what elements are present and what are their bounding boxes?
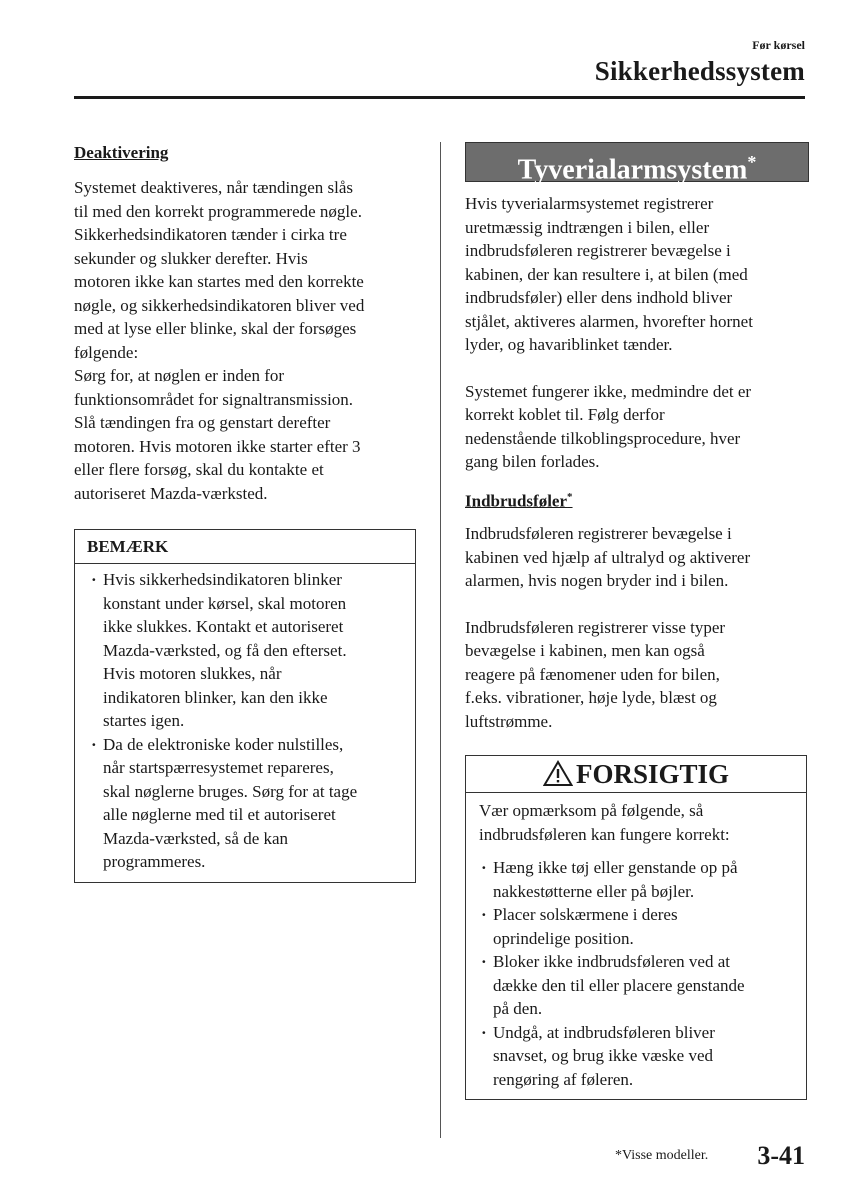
note-list [89,568,405,874]
text-line: f.eks. vibrationer, høje lyde, blæst og [465,688,717,708]
sensor-limitations-paragraph [465,616,809,734]
caution-box [465,755,807,1100]
note-box [74,529,416,883]
caution-list [479,856,796,1091]
page-number: 3-41 [757,1141,805,1170]
right-column [465,142,809,1100]
text-line: stjålet, aktiveres alarmen, hvorefter hornet [465,311,753,331]
banner-title: Tyverialarmsystem [517,154,748,186]
text-line: funktionsområdet for signaltransmission. [74,389,354,409]
text-line: dække den til eller placere genstande [493,975,745,995]
sensor-paragraph [465,522,809,593]
text-line: Undgå, at indbrudsføleren bliver [493,1022,715,1042]
text-line: gang bilen forlades. [465,452,600,471]
text-line: Placer solskærmene i deres [493,905,678,925]
caution-title [466,756,806,793]
text-line: Slå tændingen fra og genstart derefter [74,413,331,432]
text-line: reagere på fænomener uden for bilen, [465,664,720,684]
bullet-item [479,1021,796,1092]
text-line: oprindelige position. [493,928,634,948]
text-line: autoriseret Mazda-værksted. [74,483,268,503]
text-line: sekunder og slukker derefter. Hvis [74,248,308,268]
text-line: Sikkerhedsindikatoren tænder i cirka tre [74,225,347,244]
deaktivering-heading: Deaktivering [74,143,169,162]
text-line: programmeres. [103,852,206,871]
text-line: Bloker ikke indbrudsføleren ved at [493,952,730,972]
text-line: Systemet fungerer ikke, medmindre det er [465,381,752,401]
text-line: følgende: [74,342,139,362]
text-line: Systemet deaktiveres, når tændingen slås [74,178,354,197]
text-line: indbrudsføleren kan fungere korrekt: [479,824,730,844]
text-line: Indbrudsføleren registrerer bevægelse i [465,524,732,544]
text-line: motoren ikke kan startes med den korrekte [74,272,364,291]
text-line: ikke slukkes. Kontakt et autoriseret [103,617,344,636]
header-rule [74,96,805,99]
caution-body [466,793,806,1099]
bullet-item [479,856,796,903]
text-line: rengøring af føleren. [493,1069,634,1089]
bullet-item [479,950,796,1021]
text-line: indikatoren blinker, kan den ikke [103,687,328,707]
text-line: uretmæssig indtrængen i bilen, eller [465,217,710,237]
text-line: Hvis motoren slukkes, når [103,664,282,683]
text-line: alle nøglerne med til et autoriseret [103,805,336,824]
text-line: Da de elektroniske koder nulstilles, [103,734,344,754]
text-line: Hvis tyverialarmsystemet registrerer [465,194,714,213]
indbrudsfoler-heading [465,486,809,513]
alarm-operation-paragraph [465,380,809,474]
column-divider [440,142,441,1138]
warning-triangle-icon [543,760,573,787]
text-line: snavset, og brug ikke væske ved [493,1046,714,1066]
note-title: BEMÆRK [75,530,415,564]
note-body [75,564,415,882]
text-line: konstant under kørsel, skal motoren [103,593,347,613]
section-label: Før kørsel [752,38,805,52]
text-line: Hæng ikke tøj eller genstande op på [493,858,738,878]
caution-title-text: FORSIGTIG [575,759,730,790]
text-line: nøgle, og sikkerhedsindikatoren bliver ved [74,295,365,315]
text-line: korrekt koblet til. Følg derfor [465,405,665,424]
caution-intro [479,799,796,846]
alarm-intro-paragraph [465,192,809,357]
model-footnote-mark: * [567,490,573,503]
model-footnote-mark: * [747,152,757,172]
text-line: Indbrudsføleren registrerer visse typer [465,617,726,637]
text-line: alarmen, hvis nogen bryder ind i bilen. [465,571,729,591]
bullet-item [479,903,796,950]
footnote: *Visse modeller. [615,1148,709,1163]
text-line: Sørg for, at nøglen er inden for [74,366,285,385]
bullet-item [89,733,405,874]
bullet-item [89,568,405,733]
left-column [74,142,419,883]
text-line: når startspærresystemet repareres, [103,758,334,777]
text-line: Hvis sikkerhedsindikatoren blinker [103,570,342,589]
text-line: til med den korrekt programmerede nøgle. [74,201,362,221]
text-line: luftstrømme. [465,711,553,731]
section-banner [465,142,809,186]
text-line: nedenstående tilkoblingsprocedure, hver [465,428,741,448]
text-line: lyder, og havariblinket tænder. [465,335,673,354]
indbrudsfoler-heading-text: Indbrudsføler [465,491,568,511]
text-line: Mazda-værksted, og få den efterset. [103,640,347,660]
text-line: med at lyse eller blinke, skal der forsøges [74,319,357,338]
text-line: motoren. Hvis motoren ikke starter efter 3 [74,436,361,456]
text-line: indbrudsføleren registrerer bevægelse i [465,241,731,260]
text-line: bevægelse i kabinen, men kan også [465,641,705,661]
page-title: Sikkerhedssystem [594,56,805,86]
text-line: kabinen ved hjælp af ultralyd og aktiverer [465,547,751,567]
text-line: skal nøglerne bruges. Sørg for at tage [103,781,358,801]
text-line: på den. [493,999,543,1019]
text-line: kabinen, der kan resultere i, at bilen (med [465,264,748,284]
text-line: indbrudsføler) eller dens indhold bliver [465,288,733,307]
deaktivering-paragraph [74,176,419,505]
text-line: nakkestøtterne eller på bøjler. [493,881,695,901]
text-line: eller flere forsøg, skal du kontakte et [74,460,324,479]
text-line: Vær opmærksom på følgende, så [479,801,704,821]
text-line: startes igen. [103,711,185,730]
text-line: Mazda-værksted, så de kan [103,828,289,848]
